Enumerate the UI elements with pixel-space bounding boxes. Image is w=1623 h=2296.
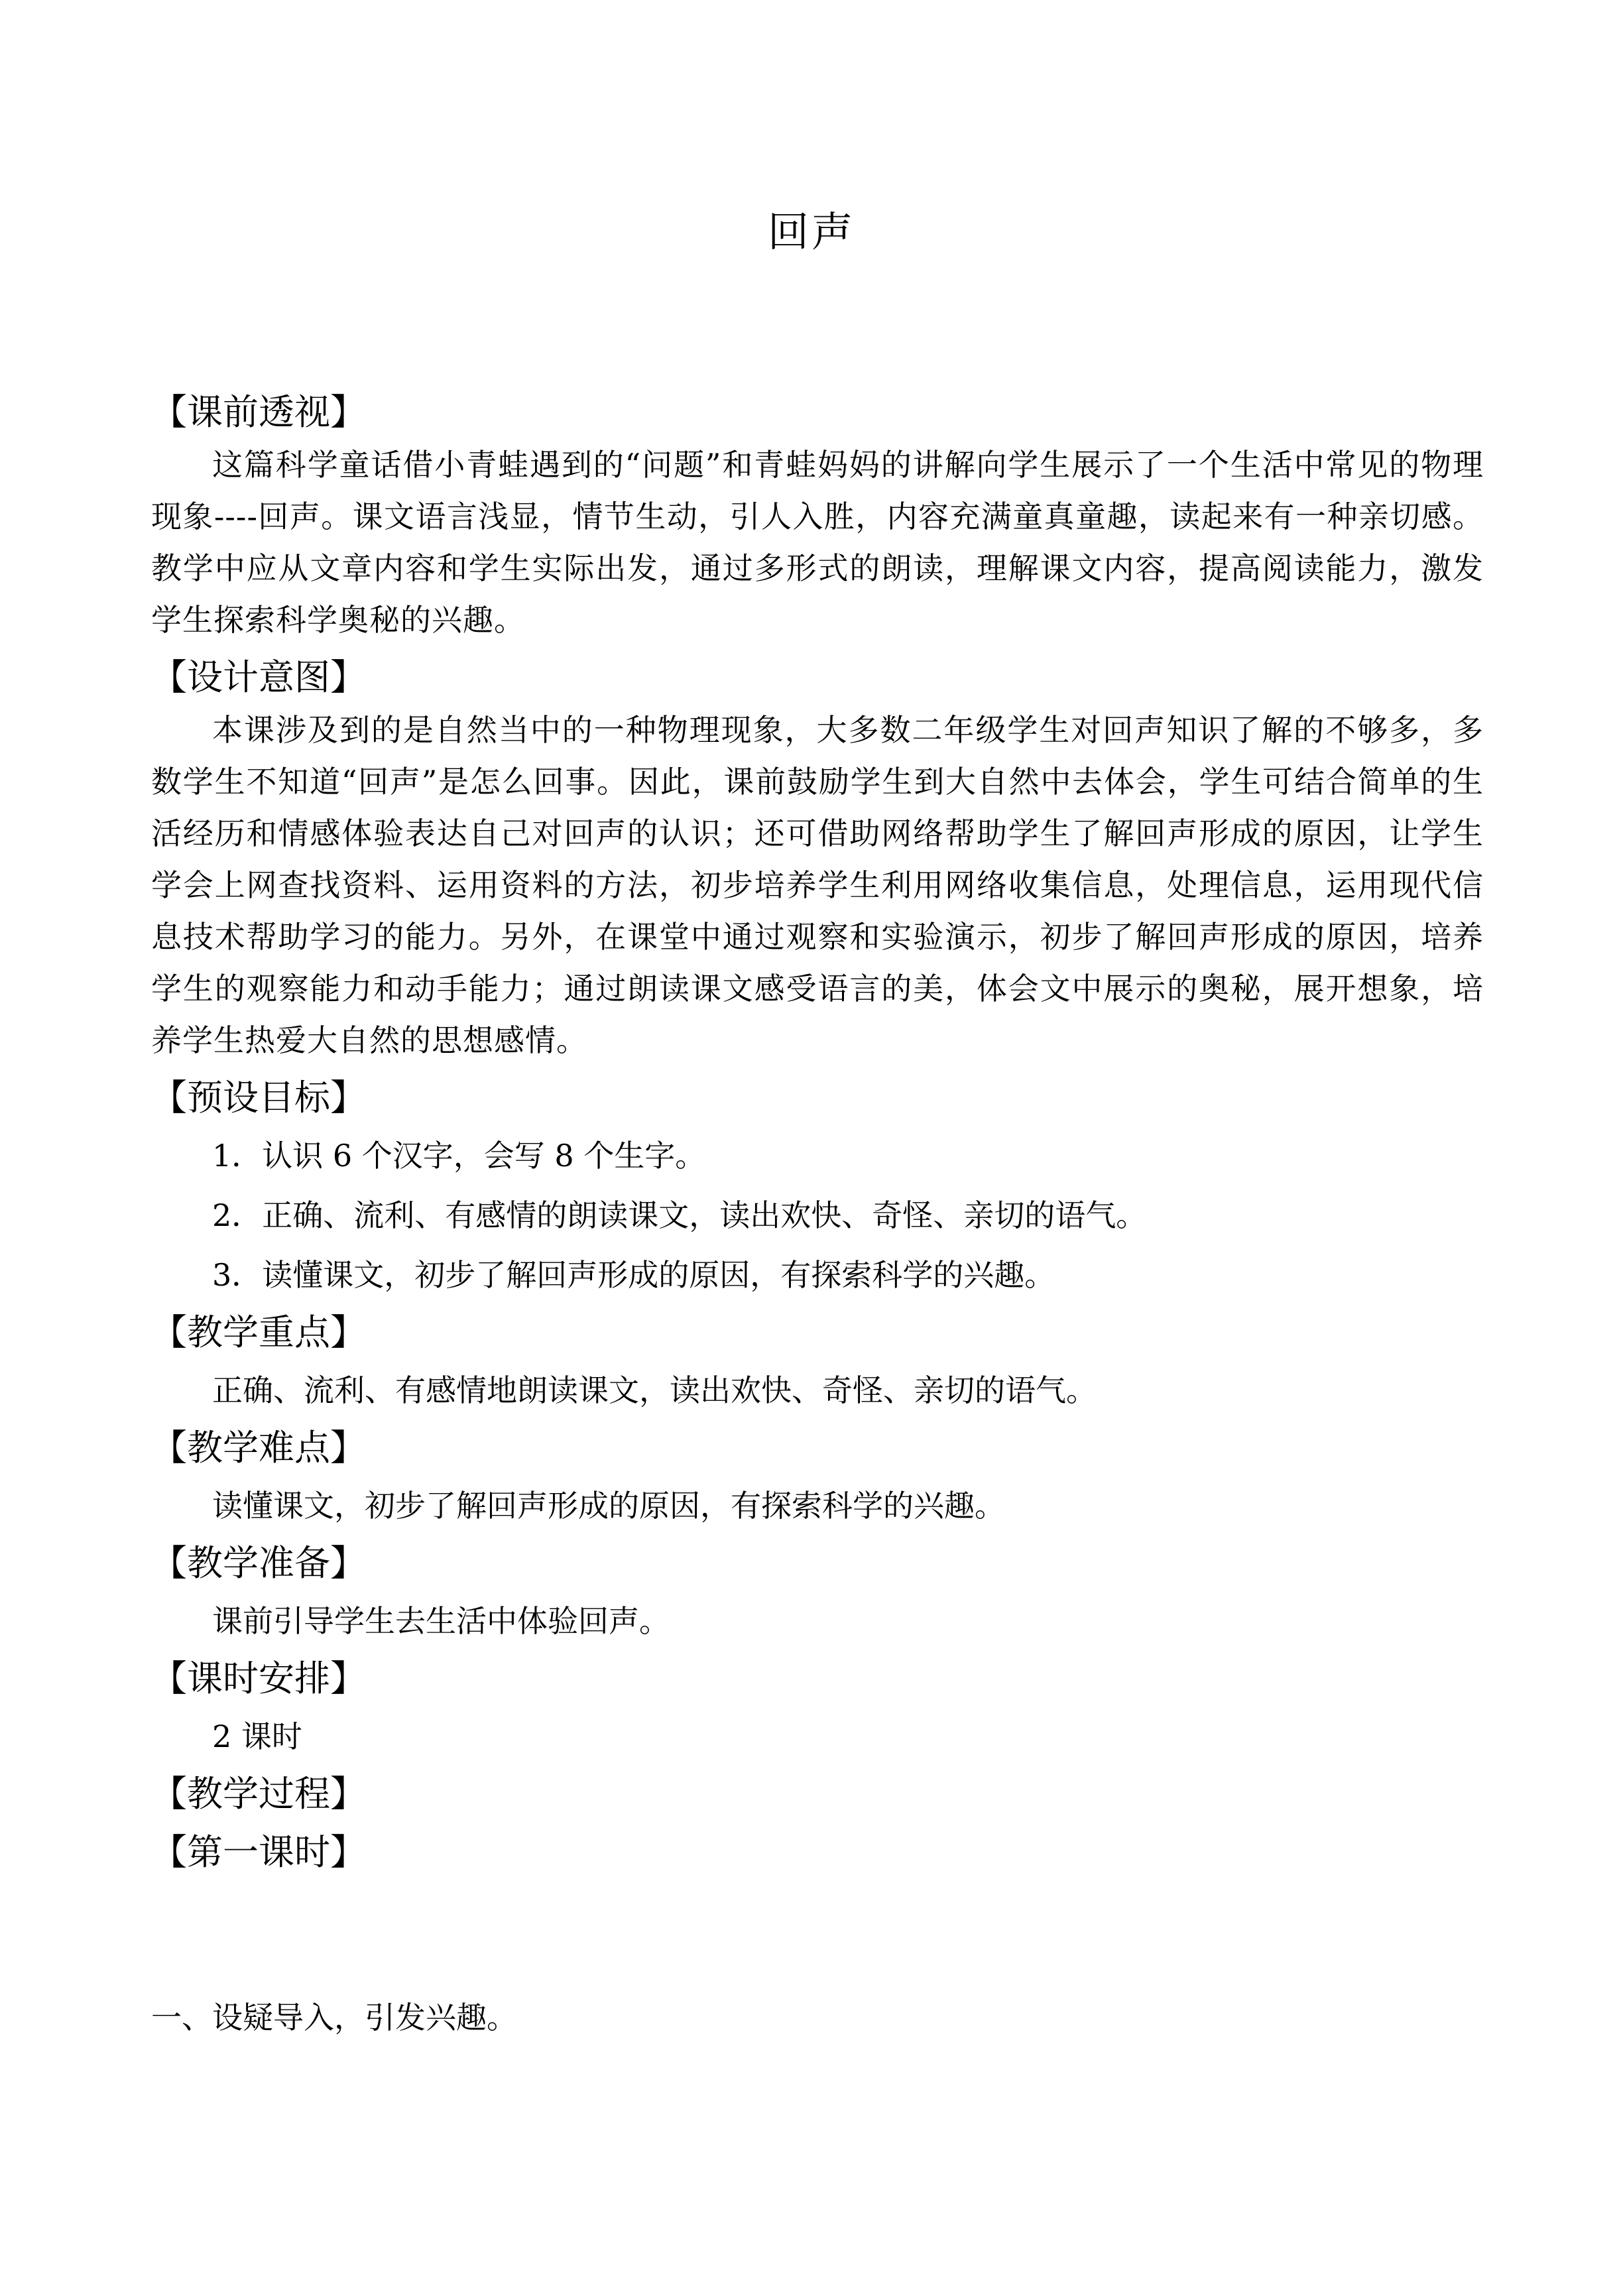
preview-paragraph: 这篇科学童话借小青蛙遇到的“问题”和青蛙妈妈的讲解向学生展示了一个生活中常见的物理现象----回声。课文语言浅显，情节生动，引人入胜，内容充满童真童趣，读起来有一种亲切感。教学中应从文章内容和学生实际出发，通过多形式的朗读，理解课文内容，提高阅读能力，激发学生探索科学奥秘的兴趣。	[151, 447, 1484, 638]
key-points-text: 正确、流利、有感情地朗读课文，读出欢快、奇怪、亲切的语气。	[212, 1372, 1097, 1408]
document-title: 回声	[767, 208, 855, 256]
section-heading-goals: 【预设目标】	[151, 1077, 366, 1118]
lesson-step-one: 一、设疑导入，引发兴趣。	[151, 2000, 517, 2035]
section-heading-schedule: 【课时安排】	[151, 1658, 366, 1699]
section-heading-design: 【设计意图】	[151, 656, 366, 698]
section-heading-preview: 【课前透视】	[151, 391, 366, 433]
section-heading-key-points: 【教学重点】	[151, 1311, 366, 1353]
difficulties-text: 读懂课文，初步了解回声形成的原因，有探索科学的兴趣。	[212, 1488, 1005, 1524]
preparation-text: 课前引导学生去生活中体验回声。	[212, 1603, 670, 1639]
section-heading-difficulties: 【教学难点】	[151, 1427, 366, 1469]
document-body	[151, 386, 1484, 1879]
goal-item-2: 2．正确、流利、有感情的朗读课文，读出欢快、奇怪、亲切的语气。	[212, 1197, 1147, 1233]
design-paragraph: 本课涉及到的是自然当中的一种物理现象，大多数二年级学生对回声知识了解的不够多，多数学生不知道“回声”是怎么回事。因此，课前鼓励学生到大自然中去体会，学生可结合简单的生活经历和情感体验表达自己对回声的认识；还可借助网络帮助学生了解回声形成的原因，让学生学会上网查找资料、运用资料的方法，初步培养学生利用网络收集信息，处理信息，运用现代信息技术帮助学习的能力。另外，在课堂中通过观察和实验演示，初步了解回声形成的原因，培养学生的观察能力和动手能力；通过朗读课文感受语言的美，体会文中展示的奥秘，展开想象，培养学生热爱大自然的思想感情。	[151, 712, 1484, 1058]
section-heading-process: 【教学过程】	[151, 1773, 366, 1815]
goal-item-3: 3．读懂课文，初步了解回声形成的原因，有探索科学的兴趣。	[212, 1257, 1055, 1293]
goal-item-1: 1．认识 6 个汉字，会写 8 个生字。	[212, 1138, 706, 1174]
section-heading-preparation: 【教学准备】	[151, 1542, 366, 1584]
schedule-text: 2 课时	[212, 1719, 302, 1754]
section-heading-lesson-one: 【第一课时】	[151, 1831, 366, 1873]
